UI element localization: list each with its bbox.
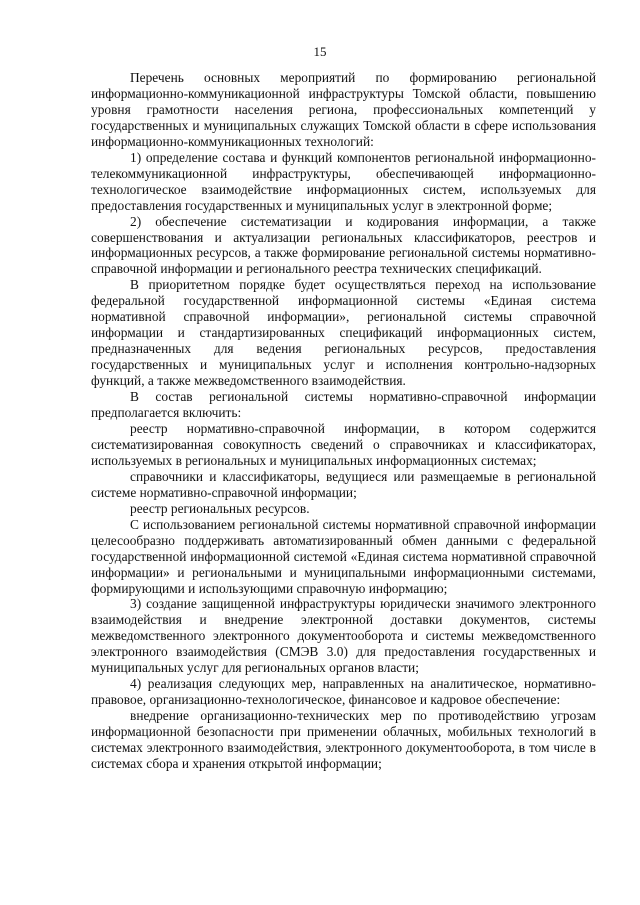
paragraph-registry-nsi: реестр нормативно-справочной информации, в котором содержится систематизированная совокупность сведений о справочниках и классификаторах, используемых в региональных и муниципальных информационных системах; bbox=[91, 420, 596, 468]
paragraph-item-4: 4) реализация следующих мер, направленных на аналитическое, нормативно-правовое, организационно-технологическое, финансовое и кадровое обеспечение: bbox=[91, 676, 596, 708]
paragraph-intro: Перечень основных мероприятий по формированию региональной информационно-коммуникационной инфраструктуры Томской области, повышению уровня грамотности населения региона, профессиональных компетенций у государственных и муниципальных служащих Томской области в сфере использования информационно-коммуникационных технологий: bbox=[91, 70, 596, 149]
paragraph-item-3: 3) создание защищенной инфраструктуры юридически значимого электронного взаимодействия и внедрение электронной доставки документов, системы межведомственного электронного документооборота и системы межведомственного электронного взаимодействия (СМЭВ 3.0) для предоставления государственных и муниципальных услуг для региональных органов власти; bbox=[91, 596, 596, 676]
paragraph-handbooks-classifiers: справочники и классификаторы, ведущиеся или размещаемые в региональной системе нормативно-справочной информации; bbox=[91, 468, 596, 500]
paragraph-automated-exchange: С использованием региональной системы нормативной справочной информации целесообразно поддерживать автоматизированный обмен данными с федеральной государственной информационной системой «Единая система нормативной справочной информации» и региональными и муниципальными информационными системами, формирующими и использующими справочную информацию; bbox=[91, 516, 596, 596]
paragraph-item-2: 2) обеспечение систематизации и кодирования информации, а также совершенствования и актуализации региональных классификаторов, реестров и информационных ресурсов, а также формирование региональной системы нормативно-справочной информации и регионального реестра технических спецификаций. bbox=[91, 213, 596, 277]
page-number: 15 bbox=[313, 44, 327, 59]
paragraph-system-composition: В состав региональной системы нормативно-справочной информации предполагается включить: bbox=[91, 389, 596, 421]
paragraph-priority-transition: В приоритетном порядке будет осуществляться переход на использование федеральной государственной информационной системы «Единая система нормативной справочной информации», региональной системы справочной информации и стандартизированных спецификаций информационных систем, предназначенных для ведения региональных ресурсов, предоставления государственных и муниципальных услуг и исполнения контрольно-надзорных функций, а также межведомственного взаимодействия. bbox=[91, 277, 596, 389]
document-body bbox=[91, 70, 596, 772]
paragraph-security-measures: внедрение организационно-технических мер по противодействию угрозам информационной безопасности при применении облачных, мобильных технологий в системах электронного взаимодействия, электронного документооборота, в том числе в системах сбора и хранения открытой информации; bbox=[91, 708, 596, 771]
paragraph-regional-resources-registry: реестр региональных ресурсов. bbox=[130, 500, 310, 516]
paragraph-item-1: 1) определение состава и функций компонентов региональной информационно-телекоммуникационной инфраструктуры, обеспечивающей информационно-технологическое взаимодействие информационных систем, используемых для предоставления государственных и муниципальных услуг в электронной форме; bbox=[91, 149, 596, 213]
